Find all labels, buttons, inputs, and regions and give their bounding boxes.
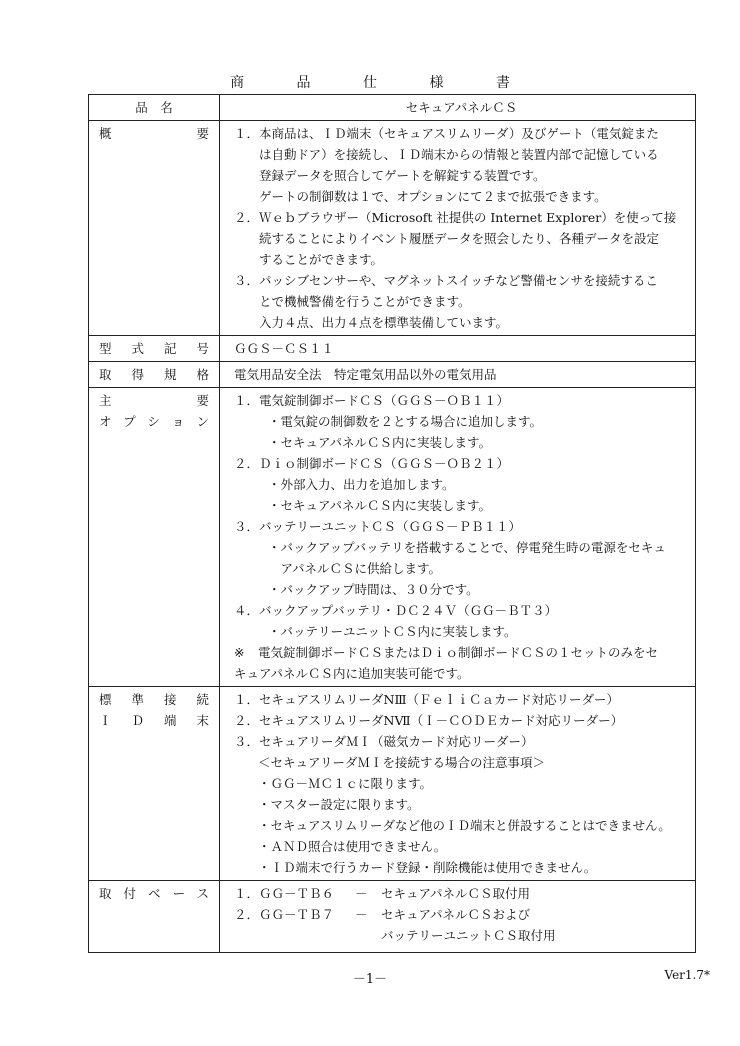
option-title: バッテリーユニットＣＳ（ＧＧＳ－ＰＢ１１）	[259, 519, 522, 534]
item-number: ２．	[234, 907, 260, 922]
item-number: ３．	[234, 273, 260, 288]
caution-text: ＧＧ－ＭＣ１ｃに限ります。	[270, 776, 433, 791]
row-product-name	[89, 95, 696, 121]
value-overview	[220, 121, 696, 336]
text-line: 電気錠の制御数を２とする場合に追加します。	[280, 414, 543, 429]
id-terminal-item	[234, 689, 689, 710]
item-number: １．	[234, 886, 260, 901]
bullet: ・	[258, 860, 271, 875]
label-overview: 概 要	[99, 126, 209, 141]
option-title: Ｄｉｏ制御ボードＣＳ（ＧＧＳ－ＯＢ２１）	[259, 456, 510, 471]
item-number: ２．	[234, 210, 260, 225]
text-line: 登録データを照合してゲートを解錠する装置です。	[259, 168, 546, 183]
text-line: 外部入力、出力を追加します。	[280, 477, 455, 492]
item-number: ４．	[234, 603, 260, 618]
label-options-1: 主 要	[99, 393, 209, 408]
text-line: セキュアパネルＣＳおよび	[381, 907, 531, 922]
terminal-name: セキュアリーダＭＩ（磁気カード対応リーダー）	[259, 734, 534, 749]
caution-title: ＜セキュアリーダＭＩを接続する場合の注意事項＞	[258, 755, 546, 770]
id-terminal-item	[234, 710, 689, 731]
bullet: ・	[258, 839, 271, 854]
option-title: 電気錠制御ボードＣＳ（ＧＧＳ－ＯＢ１１）	[259, 393, 510, 408]
caution-text: ＩＤ端末で行うカード登録・削除機能は使用できません。	[270, 860, 597, 875]
caution-text: マスター設定に限ります。	[270, 797, 420, 812]
caution-item	[234, 836, 689, 857]
option-detail	[234, 621, 689, 642]
text-line: セキュアパネルＣＳ内に実装します。	[280, 498, 492, 513]
version-label: Ver1.7*	[664, 968, 710, 982]
text-line: アパネルＣＳに供給します。	[280, 561, 442, 576]
overview-item	[234, 270, 689, 333]
caution-item	[234, 815, 689, 836]
label-id-terminal-1: 標 準 接 続	[99, 692, 209, 707]
note-mark: ※	[234, 645, 245, 660]
bullet: ・	[268, 624, 281, 639]
terminal-name: セキュアスリムリーダNⅦ（Ｉ－ＣＯＤＥカード対応リーダー）	[259, 713, 624, 728]
label-standard: 取 得 規 格	[99, 367, 209, 382]
detail-text	[281, 537, 689, 579]
text-line: バッテリーユニットＣＳ内に実装します。	[280, 624, 517, 639]
value-id-terminal	[220, 687, 696, 881]
item-number: ３．	[234, 734, 260, 749]
base-item	[234, 883, 689, 904]
bullet: ・	[268, 498, 281, 513]
option-detail	[234, 432, 689, 453]
spec-table	[88, 94, 696, 953]
terminal-name: セキュアスリムリーダNⅢ（ＦｅｌｉＣａカード対応リーダー）	[259, 692, 620, 707]
caution-item	[234, 857, 689, 878]
text-line: セキュアパネルＣＳ取付用	[381, 886, 531, 901]
option-item	[234, 453, 689, 474]
option-detail	[234, 474, 689, 495]
text-line: 入力４点、出力４点を標準装備しています。	[259, 315, 509, 330]
bullet: ・	[268, 477, 281, 492]
item-number: １．	[234, 692, 260, 707]
item-text	[259, 123, 689, 207]
option-item	[234, 390, 689, 411]
option-note	[234, 642, 689, 684]
bullet: ・	[258, 818, 271, 833]
text-line: パッシブセンサーや、マグネットスイッチなど警備センサを接続するこ	[259, 273, 658, 288]
value-product-name: セキュアパネルＣＳ	[220, 95, 696, 121]
text-line: セキュアパネルＣＳ内に実装します。	[280, 435, 492, 450]
row-overview	[89, 121, 696, 336]
label-base: 取付ベース	[99, 886, 209, 901]
caution-text: ＡＮＤ照合は使用できません。	[270, 839, 447, 854]
caution-item	[234, 773, 689, 794]
base-desc	[381, 883, 689, 904]
option-detail	[234, 537, 689, 579]
text-line: は自動ドア）を接続し、ＩＤ端末からの情報と装置内部で記憶している	[259, 147, 659, 162]
text-line: バックアップ時間は、３０分です。	[280, 582, 479, 597]
label-product-name: 品 名	[89, 95, 220, 121]
item-text	[259, 207, 689, 270]
label-model: 型 式 記 号	[99, 341, 209, 356]
overview-item	[234, 123, 689, 207]
bullet: ・	[268, 414, 281, 429]
base-desc	[381, 904, 689, 946]
value-standard: 電気用品安全法 特定電気用品以外の電気用品	[220, 362, 696, 388]
base-code: ＧＧ－ＴＢ７	[259, 907, 335, 922]
label-id-terminal-2: Ｉ Ｄ 端 末	[99, 713, 209, 728]
text-line: することができます。	[259, 252, 384, 267]
text-line: とで機械警備を行うことができます。	[259, 294, 471, 309]
bullet: ・	[268, 540, 281, 555]
option-detail	[234, 495, 689, 516]
row-standard	[89, 362, 696, 388]
caution-text: セキュアスリムリーダなど他のＩＤ端末と併設することはできません。	[270, 818, 671, 833]
row-options	[89, 388, 696, 687]
page-number: －1－	[352, 972, 388, 987]
text-line: バッテリーユニットＣＳ取付用	[381, 928, 556, 943]
text-line: Ｗｅｂブラウザー（Microsoft 社提供の Internet Explorer）を使って接	[259, 210, 677, 225]
text-line: バックアップバッテリを搭載することで、停電発生時の電源をセキュ	[280, 540, 666, 555]
option-detail	[234, 411, 689, 432]
bullet: ・	[268, 582, 281, 597]
row-base	[89, 881, 696, 953]
detail-text	[281, 432, 689, 453]
page-title: 商 品 仕 様 書	[230, 75, 534, 91]
item-number: １．	[234, 126, 260, 141]
bullet: ・	[258, 797, 271, 812]
base-dash: －	[355, 886, 368, 901]
caution-item	[234, 794, 689, 815]
label-options-2: オプション	[99, 414, 209, 429]
detail-text	[281, 495, 689, 516]
detail-text	[281, 621, 689, 642]
bullet: ・	[268, 435, 281, 450]
row-id-terminal	[89, 687, 696, 881]
note-text	[234, 642, 689, 684]
item-number: ２．	[234, 713, 260, 728]
option-detail	[234, 579, 689, 600]
text-line: 電気錠制御ボードＣＳまたはＤｉｏ制御ボードＣＳの１セットのみをセ	[258, 645, 659, 660]
base-item	[234, 904, 689, 946]
value-options	[220, 388, 696, 687]
item-text	[259, 270, 689, 333]
id-terminal-item	[234, 731, 689, 752]
option-item	[234, 516, 689, 537]
base-dash: －	[355, 907, 368, 922]
option-title: バックアップバッテリ・ＤＣ２４Ｖ（ＧＧ－ＢＴ３）	[259, 603, 558, 618]
option-item	[234, 600, 689, 621]
item-number: ２．	[234, 456, 260, 471]
detail-text	[281, 579, 689, 600]
detail-text	[281, 474, 689, 495]
item-number: ３．	[234, 519, 260, 534]
text-line: 続することによりイベント履歴データを照会したり、各種データを設定	[259, 231, 660, 246]
overview-item	[234, 207, 689, 270]
text-line: ゲートの制御数は１で、オプションにて２まで拡張できます。	[259, 189, 607, 204]
item-number: １．	[234, 393, 260, 408]
bullet: ・	[258, 776, 271, 791]
text-line: 本商品は、ＩＤ端末（セキュアスリムリーダ）及びゲート（電気錠また	[259, 126, 659, 141]
detail-text	[281, 411, 689, 432]
row-model	[89, 336, 696, 362]
value-base	[220, 881, 696, 953]
text-line: キュアパネルＣＳ内に追加実装可能です。	[234, 666, 470, 681]
base-code: ＧＧ－ＴＢ６	[259, 886, 335, 901]
value-model: ＧＧＳ－ＣＳ１１	[220, 336, 696, 362]
